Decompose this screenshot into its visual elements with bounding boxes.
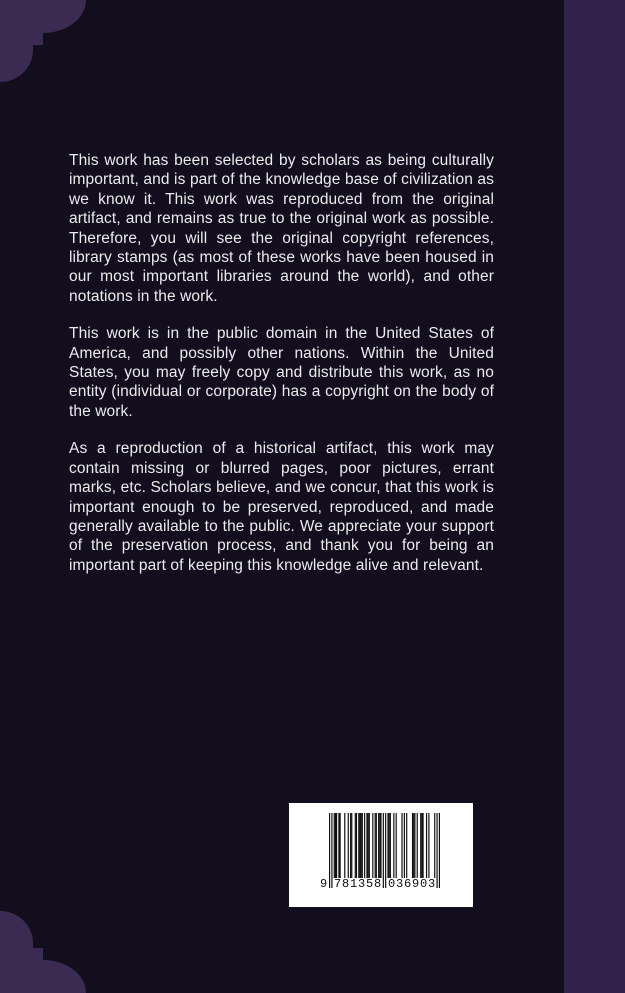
- publisher-note: [69, 151, 494, 593]
- paragraph-reproduction-quality: As a reproduction of a historical artifact, this work may contain missing or blurred pages, poor pictures, errant marks, etc. Scholars believe, and we concur, that this work is important enough to be preserved, reproduced, and made generally available to the public. We appreciate your support of the preservation process, and thank you for being an important part of keeping this knowledge alive and relevant.: [69, 440, 494, 574]
- barcode-digit-leading: 9: [320, 877, 328, 891]
- corner-ornament-bottom-left-icon: [0, 910, 86, 993]
- barcode-digits-left-group: 781358: [334, 877, 383, 891]
- isbn-barcode-label: [289, 803, 473, 907]
- paragraph-public-domain: This work is in the public domain in the United States of America, and possibly other nations. Within the United States, you may freely copy and distribute this work, as no entity (individual or corporate) has a copyright on the body of the work.: [69, 325, 494, 420]
- barcode-digits-right-group: 036903: [388, 877, 437, 891]
- corner-ornament-top-left-icon: [0, 0, 86, 82]
- right-accent-band: [564, 0, 625, 993]
- paragraph-scholar-selection: This work has been selected by scholars as being culturally important, and is part of the knowledge base of civilization as we know it. This work was reproduced from the original artifact, and remains as true to the original work as possible. Therefore, you will see the original copyright references, library stamps (as most of these works have been housed in our most important libraries around the world), and other notations in the work.: [69, 152, 494, 305]
